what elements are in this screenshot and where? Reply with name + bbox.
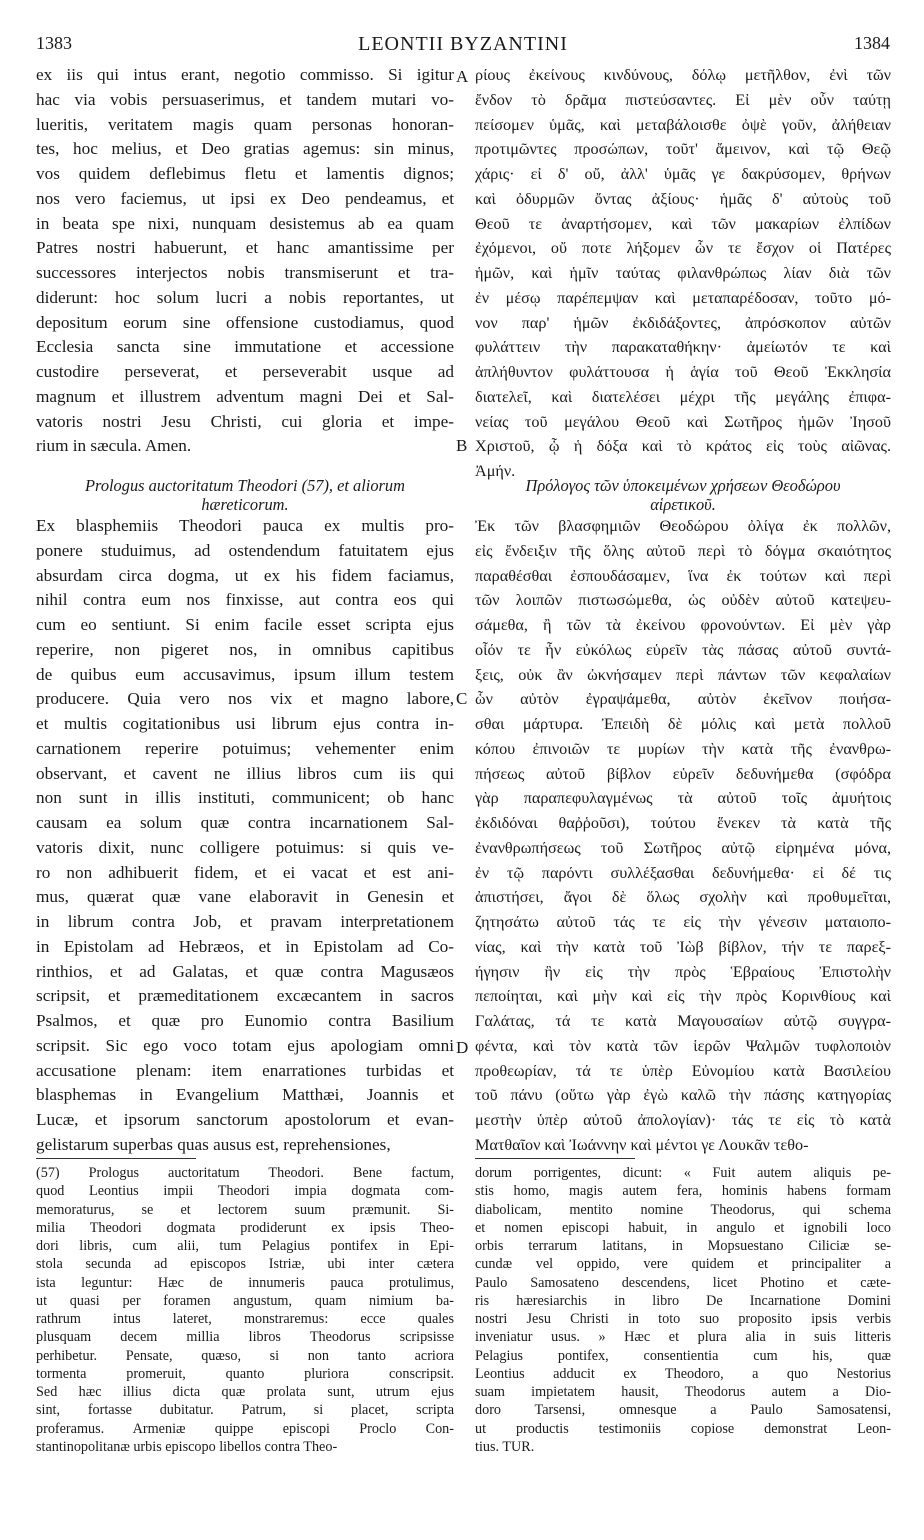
text-line: ponere studuimus, ad ostendendum fatuitatem ejus <box>36 540 454 560</box>
text-line: depositum eorum sine offensione custodiamus, quod <box>36 312 454 332</box>
text-line: σάμεθα, ἢ τῶν τὰ ἐκείνου φρονούντων. Εἰ μὲν γὰρ <box>475 616 891 634</box>
text-line: ἔνδον τὸ δρᾶμα πιστεύσαντες. Εἰ μὲν οὖν ταύτῃ <box>475 90 891 109</box>
latin-column-body <box>36 514 454 1158</box>
text-line: dori libris, cum alii, tum Pelagius pontifex in Epi- <box>36 1238 454 1255</box>
text-line: ut quasi per foramen angustum, quam nimium ba- <box>36 1292 454 1309</box>
text-line: vatoris dixit, nunc colligere potuimus: si quis ve- <box>36 837 454 857</box>
text-line: πήσεως αὐτοῦ βίβλον εὑρεῖν δεδυνήμεθα (σφόδρα <box>475 764 891 783</box>
text-line: Ex blasphemiis Theodori pauca ex multis pro- <box>36 516 454 535</box>
text-line: milia Theodori dogmata prodiderunt ex ipsis Theo- <box>36 1219 454 1236</box>
text-line: causam ea solum quæ contra incarnationem Sal- <box>36 813 454 832</box>
text-line: magnum et illustrem adventum magni Dei et Sal- <box>36 386 454 406</box>
text-line: οἷόν τε ἦν εὐκόλως εὑρεῖν τὰς πάσας αὐτοῦ συντά- <box>475 640 891 659</box>
text-line: blasphemas in Evangelium Matthæi, Joannis et <box>36 1085 454 1105</box>
text-line: Leontius adducit ex Theodoro, a quo Nestorius <box>475 1365 891 1382</box>
text-line: tius. TUR. <box>475 1438 535 1455</box>
text-line: Ἐκ τῶν βλασφημιῶν Θεοδώρου ὀλίγα ἐκ πολλῶν, <box>475 517 891 535</box>
text-line: scripsit, et præmeditationem excæcantem in sacros <box>36 986 454 1006</box>
text-line: nihil contra eum nos finxisse, aut contra eos qui <box>36 590 454 610</box>
text-line: hæreticorum. <box>201 495 289 514</box>
margin-letter-d: D <box>456 1038 469 1057</box>
greek-column-top <box>475 63 891 484</box>
text-line: Patres nostri habuerunt, et hanc amantissime per <box>36 238 454 258</box>
text-line: Prologus auctoritatum Theodori (57), et aliorum <box>85 476 405 495</box>
text-line: ήγησιν ἣν εἰς τὴν πρὸς Ἑβραίους Ἐπιστολὴν <box>475 962 891 981</box>
text-line: rium in sæcula. Amen. <box>36 436 192 456</box>
text-line: ξεις, οὐκ ἂν ὠκνήσαμεν περὶ πάντων τῶν κεφαλαίων <box>475 665 891 684</box>
text-line: ἀπιστήσει, ἄγοι δὲ ὅλως σχολὴν καὶ προθυμεῖται, <box>475 888 891 907</box>
text-line: Χριστοῦ, ᾧ ἡ δόξα καὶ τὸ κράτος εἰς τοὺς αἰῶνας. <box>475 437 891 456</box>
text-line: ὧν αὐτὸν ἐγραψάμεθα, αὐτὸν ἐκεῖνον ποιήσα- <box>475 690 891 709</box>
text-line: καὶ ὀδυρμῶν ὄντας ἀξίους· ἡμᾶς δ' αὐτοὺς τοῦ <box>475 189 891 208</box>
text-line: ἡμῶν, καὶ ἡμῖν ταύτας φιλανθρώπως λίαν διὰ τῶν <box>475 264 891 282</box>
margin-letter-c: C <box>456 689 468 708</box>
text-line: dorum porrigentes, dicunt: « Fuit autem aliquis pe- <box>475 1165 891 1181</box>
text-line: absurdam circa dogma, ut ex his fidem faciamus, <box>36 565 454 585</box>
text-line: successores interjectos nobis transmiserunt et tra- <box>36 263 454 282</box>
text-line: de quibus eum accusavimus, ipsum illum testem <box>36 664 454 684</box>
text-line: hac via vobis persuaserimus, et tandem mutari vo- <box>36 89 454 109</box>
text-line: παραθέσθαι ἐσπουδάσαμεν, ἵνα ἐκ τούτων καὶ περὶ <box>475 566 891 585</box>
text-line: stis homo, magis autem fera, hominis habens formam <box>475 1183 891 1200</box>
text-line: ἐνανθρωπήσεως τοῦ Σωτῆρος αὐτῷ εἰρημένα μόνα, <box>475 838 891 857</box>
text-line: doro Tarsensi, omnesque a Paulo Samosatensi, <box>475 1402 891 1419</box>
text-line: reperire, non pigeret nos, in omnibus capitibus <box>36 639 454 659</box>
text-line: cum eo sentiunt. Si enim facile esset scripta ejus <box>36 615 454 634</box>
text-line: diderunt: hoc solum lucri a nobis reportantes, ut <box>36 287 454 307</box>
text-line: carnationem reperire potuimus; vehementer enim <box>36 738 454 758</box>
text-line: ro non adhibuerit fidem, et ei vacat et est ani- <box>36 862 454 882</box>
text-line: vatoris nostri Jesu Christi, cui gloria et impe- <box>36 411 454 431</box>
text-line: custodire perseverat, et perseverabit usque ad <box>36 362 454 381</box>
text-line: plusquam decem millia libros Theodorus scripsisse <box>36 1329 454 1346</box>
text-line: in librum contra Job, et pravam interpretationem <box>36 912 454 931</box>
text-line: τῶν λοιπῶν πιστωσώμεθα, ὡς οὐδὲν αὐτοῦ κατεψευ- <box>475 591 891 610</box>
text-line: φυλάττειν τὴν παρακαταθήκην· ἀμείωτόν τε καὶ <box>475 338 891 357</box>
text-line: nostri Jesu Christi in toto suo proposito ipsis verbis <box>475 1311 891 1328</box>
text-line: ista leguntur: Hæc de innumeris pauca protulimus, <box>36 1274 454 1291</box>
text-line: φέντα, καὶ τὸν κατὰ τῶν ἱερῶν Ψαλμῶν τυφλοποιὸν <box>475 1036 891 1055</box>
text-line: Θεοῦ τε ἀναρτήσομεν, καὶ τῶν μακαρίων ἐλπίδων <box>475 214 891 233</box>
page-number-right: 1384 <box>854 33 890 53</box>
text-line: χάρις· εἰ δ' οὔ, ἀλλ' ὑμᾶς γε δακρύσομεν, θρήνων <box>475 165 891 183</box>
text-line: in Epistolam ad Hebræos, et in Epistolam ad Co- <box>36 936 454 956</box>
text-line: αἱρετικοῦ. <box>650 495 716 514</box>
text-line: rinthios, et ad Galatas, et quæ contra Magusæos <box>36 961 454 981</box>
text-line: et nomen episcopi habuit, in angulo et ignobili loco <box>475 1219 891 1236</box>
text-line: vos quidem deflebimus fletu et lamentis dignos; <box>36 164 454 183</box>
text-line: suam impietatem hausit, Theodorus autem a Dio- <box>475 1384 891 1401</box>
text-line: ἐν μέσῳ παρέπεμψαν καὶ μεταπαρέδοσαν, τοῦτο μό- <box>475 288 891 307</box>
text-line: gelistarum superbas quas ausus est, reprehensiones, <box>36 1134 391 1154</box>
latin-section-title <box>36 476 454 514</box>
greek-section-title <box>475 476 891 514</box>
text-line: ρίους ἐκείνους κινδύνους, δόλῳ μετῆλθον, ἐνὶ τῶν <box>475 66 891 84</box>
text-line: προθεωρίαν, τά τε ὑπὲρ Εὐνομίου κατὰ Βασιλείου <box>475 1061 891 1080</box>
text-line: πεποίηται, καὶ μὴν καὶ εἰς τὴν πρὸς Κορινθίους καὶ <box>475 987 891 1006</box>
latin-column-top <box>36 63 454 459</box>
page-number-left: 1383 <box>36 33 72 53</box>
text-line: tes, hoc melius, et Deo gratias agemus: sin minus, <box>36 139 454 159</box>
text-line: non sunt in illis instituti, communicent; ob hanc <box>36 788 454 808</box>
text-line: Psalmos, et quæ pro Eunomio contra Basilium <box>36 1011 454 1030</box>
footnote-rule-right <box>475 1158 635 1159</box>
text-line: cundæ vel oppido, vere quidem et principaliter a <box>475 1256 891 1273</box>
text-line: (57) Prologus auctoritatum Theodori. Bene factum, <box>36 1165 454 1181</box>
text-line: τοῦ πάνυ (οὕτω γὰρ ἐγὼ καλῶ τὴν πάσης κατηγορίας <box>475 1086 891 1105</box>
text-line: orbis terrarum latitans, in Mopsuestano Ciliciæ se- <box>475 1238 891 1255</box>
text-line: ut productis testimoniis copiose demonstrat Leon- <box>475 1420 891 1437</box>
text-line: μεστὴν ὑπὲρ αὐτοῦ ἀπολογίαν)· τάς τε εἰς τὸ κατὰ <box>475 1111 891 1129</box>
text-line: εἰς ἔνδειξιν τῆς ὅλης αὐτοῦ περὶ τὸ δόγμα σκαιότητος <box>475 541 891 560</box>
text-line: ζητησάτω αὐτοῦ τάς τε εἰς τὴν γένεσιν ματαιοπο- <box>475 913 891 931</box>
text-line: scripsit. Sic ego voco totam ejus apologiam omni <box>36 1035 454 1055</box>
text-line: proferamus. Armeniæ quippe episcopi Proclo Con- <box>36 1420 454 1437</box>
text-line: nos vero faciemus, ut ipsi ex Deo pendeamus, et <box>36 188 454 208</box>
text-line: accusatione plenam: item enarrationes turbidas et <box>36 1060 454 1080</box>
text-line: Pelagius pontifex, consentientia cum his, quæ <box>475 1347 891 1364</box>
text-line: σθαι μάρτυρα. Ἐπειδὴ δὲ μόλις καὶ μετὰ πολλοῦ <box>475 715 891 733</box>
text-line: inveniatur usus. » Hæc et plura alia in suis litteris <box>475 1329 891 1346</box>
text-line: πείσομεν ὑμᾶς, καὶ μεταβάλοισθε ὀψὲ γοῦν, ἀλήθειαν <box>475 115 891 134</box>
page-header <box>36 33 890 63</box>
text-line: ris hæresiarchis in libro De Incarnatione Domini <box>475 1292 891 1309</box>
text-line: Πρόλογος τῶν ὑποκειμένων χρήσεων Θεοδώρου <box>525 476 841 495</box>
text-line: ex iis qui intus erant, negotio commisso. Si igitur <box>36 65 454 84</box>
text-line: διατελεῖ, καὶ διατελέσει μέχρι τῆς μεγάλης ἐπιφα- <box>475 387 891 406</box>
text-line: νείας τοῦ μεγάλου Θεοῦ καὶ Σωτῆρος ἡμῶν Ἰησοῦ <box>475 412 891 431</box>
text-line: lueritis, veritatem magis quam personas honoran- <box>36 114 454 134</box>
footnote-rule-left <box>36 1158 196 1159</box>
text-line: Paulo Samosateno descendens, licet Photino et cæte- <box>475 1274 891 1291</box>
text-line: γὰρ παραπεφυλαγμένως τὰ αὐτοῦ τοῖς ἀμυήτοις <box>475 789 891 808</box>
text-line: tormenta promeruit, quanto pluriora conscripsit. <box>36 1365 454 1382</box>
text-line: νον παρ' ἡμῶν ἐκδιδάξοντες, ἀπρόσκοπον αὐτῶν <box>475 313 891 332</box>
text-line: ἐχόμενοι, οὔ ποτε λήξομεν ὧν τε ἔσχον οἱ Πατέρες <box>475 239 891 258</box>
text-line: quod Leontius impii Theodori impia dogmata com- <box>36 1183 454 1200</box>
text-line: producere. Quia vero nos vix et magno labore, <box>36 689 454 709</box>
text-line: προτιμῶντες προσώπων, τοῦτ' ἄμεινον, καὶ τῷ Θεῷ <box>475 140 891 159</box>
footnote-right <box>475 1164 891 1456</box>
text-line: diabolicam, mentito nomine Theodorus, qui schema <box>475 1201 891 1218</box>
text-line: et multis cogitationibus usi librum ejus contra in- <box>36 714 454 733</box>
footnote-left <box>36 1164 454 1456</box>
text-line: observant, et cavent ne illius libros cum iis qui <box>36 763 454 783</box>
text-line: sint, fortasse dubitatur. Patrum, si placet, scripta <box>36 1402 454 1419</box>
text-line: Lucæ, et ipsorum sanctorum apostolorum et evan- <box>36 1110 454 1129</box>
running-title: LEONTII BYZANTINI <box>358 33 568 55</box>
greek-column-body <box>475 514 891 1158</box>
text-line: stola secunda ad episcopos Istriæ, ubi inter cætera <box>36 1256 454 1273</box>
text-line: ἐκδιδόναι θαῤῥοῦσι), τούτου ἕνεκεν τὰ κατὰ τῆς <box>475 814 891 832</box>
text-line: νίας, καὶ τὴν κατὰ τοῦ Ἰὼβ βίβλον, τήν τε παρεξ- <box>475 937 891 956</box>
text-line: ἀπλήθυντον φυλάττουσα ἡ ἁγία τοῦ Θεοῦ Ἐκκλησία <box>475 363 891 381</box>
margin-letter-b: B <box>456 436 468 455</box>
text-line: perhibetur. Pensate, quæso, si non tanto acriora <box>36 1347 454 1364</box>
text-line: in beata spe nixi, nunquam desistemus ab ea quam <box>36 213 454 233</box>
margin-letter-a: A <box>456 67 469 86</box>
text-line: κόπου ἐπινοιῶν τε μυρίων τὴν κατὰ τῆς ἐνανθρω- <box>475 739 891 758</box>
text-line: rathrum intus lateret, monstraremus: ecce quales <box>36 1311 454 1328</box>
text-line: Ecclesia sancta sine immutatione et accessione <box>36 337 454 357</box>
text-line: Ματθαῖον καὶ Ἰωάννην καὶ μέντοι γε Λουκᾶν τεθο- <box>475 1135 809 1154</box>
text-line: mus, quærat quæ vane elaboravit in Genesin et <box>36 887 454 907</box>
text-line: ἐν τῷ παρόντι συλλέξασθαι δεδυνήμεθα· εἰ δέ τις <box>475 863 891 882</box>
text-line: Γαλάτας, τά τε κατὰ Μαγουσαίων αὐτῷ συγγρα- <box>475 1012 891 1030</box>
text-line: stantinopolitanæ urbis episcopo libellos contra Theo- <box>36 1438 338 1455</box>
text-line: Sed hæc illius dicta quæ prolata sunt, utrum ejus <box>36 1384 454 1401</box>
text-line: Ἀμήν. <box>475 462 516 480</box>
text-line: memoraturus, se et lectorem suum præmunit. Si- <box>36 1201 454 1218</box>
